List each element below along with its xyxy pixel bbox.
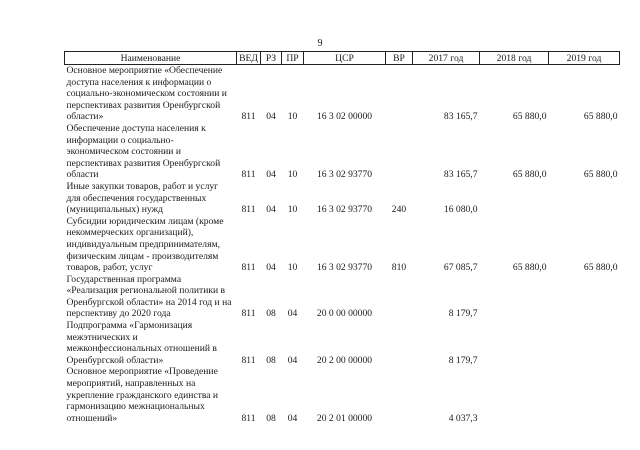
header-2018: 2018 год [480, 52, 549, 65]
row-ved: 811 [241, 262, 256, 274]
header-rz: РЗ [261, 52, 282, 65]
row-rz: 08 [266, 354, 276, 366]
table-row [65, 181, 620, 216]
header-row [65, 52, 620, 65]
page-number: 9 [317, 38, 323, 49]
table-body [65, 65, 620, 425]
row-csr: 20 2 00 00000 [316, 354, 373, 366]
row-2019 [549, 320, 620, 366]
row-ved: 811 [241, 412, 256, 424]
table-row [65, 216, 620, 274]
row-csr: 16 3 02 93770 [316, 204, 373, 216]
budget-table [64, 51, 620, 424]
row-csr: 20 0 00 00000 [316, 308, 373, 320]
row-rz: 08 [266, 412, 276, 424]
row-2017: 4 037,3 [448, 412, 478, 424]
table-row [65, 123, 620, 181]
header-name: Наименование [65, 52, 237, 65]
row-2018 [480, 366, 549, 424]
row-name: Субсидии юридическим лицам (кроме некоммерческих организаций), индивидуальным предпринимателям, физическим лицам - производителям товаров, работ, услуг [66, 215, 224, 274]
row-ved: 811 [241, 169, 256, 181]
row-2019 [549, 274, 620, 320]
row-vr [386, 123, 413, 181]
header-csr: ЦСР [304, 52, 386, 65]
table-header [65, 52, 620, 65]
row-pr: 10 [287, 111, 298, 123]
row-rz: 08 [266, 308, 276, 320]
header-vr: ВР [386, 52, 413, 65]
row-2018: 65 880,0 [512, 262, 547, 274]
header-pr: ПР [282, 52, 304, 65]
row-2019: 65 880,0 [583, 169, 618, 181]
row-2019: 65 880,0 [583, 262, 618, 274]
table-row [65, 320, 620, 366]
row-2018: 65 880,0 [512, 111, 547, 123]
row-2017: 8 179,7 [448, 354, 478, 366]
row-ved: 811 [241, 111, 256, 123]
table-row [65, 366, 620, 424]
row-pr: 10 [287, 169, 298, 181]
header-2017: 2017 год [413, 52, 480, 65]
header-2019: 2019 год [549, 52, 620, 65]
table-row [65, 65, 620, 123]
row-name: Иные закупки товаров, работ и услуг для обеспечения государственных (муниципальных) нужд [66, 180, 219, 216]
row-2018 [480, 274, 549, 320]
row-rz: 04 [266, 169, 276, 181]
row-name: Основное мероприятие «Обеспечение доступа населения к информации о социально-экономическом состоянии и перспективах развития Оренбургской области» [66, 65, 227, 123]
row-2019: 65 880,0 [583, 111, 618, 123]
row-rz: 04 [266, 204, 276, 216]
row-name: Основное мероприятие «Проведение мероприятий, направленных на укрепление гражданского единства и гармонизацию межнациональных отношений» [66, 366, 219, 424]
row-2017: 16 080,0 [443, 204, 478, 216]
row-name: Государственная программа «Реализация региональной политики в Оренбургской области» на 2014 год и на перспективу до 2020 года [66, 273, 232, 320]
row-ved: 811 [241, 204, 256, 216]
row-pr: 04 [287, 354, 298, 366]
row-vr [386, 366, 413, 424]
row-2017: 8 179,7 [448, 308, 478, 320]
row-2017: 83 165,7 [443, 111, 478, 123]
row-csr: 16 3 02 93770 [316, 262, 373, 274]
row-ved: 811 [241, 308, 256, 320]
row-csr: 16 3 02 00000 [316, 111, 373, 123]
row-vr [386, 65, 413, 123]
row-2019 [549, 366, 620, 424]
table-row [65, 274, 620, 320]
row-pr: 04 [287, 308, 298, 320]
row-2018 [480, 181, 549, 216]
row-name: Подпрограмма «Гармонизация межэтнических и межконфессиональных отношений в Оренбургской области» [66, 320, 217, 366]
row-ved: 811 [241, 354, 256, 366]
row-rz: 04 [266, 262, 276, 274]
row-rz: 04 [266, 111, 276, 123]
row-vr: 240 [391, 204, 407, 216]
row-vr [386, 320, 413, 366]
row-pr: 04 [287, 412, 298, 424]
row-2018: 65 880,0 [512, 169, 547, 181]
row-csr: 20 2 01 00000 [316, 412, 373, 424]
row-2017: 67 085,7 [443, 262, 478, 274]
row-vr: 810 [391, 262, 407, 274]
row-pr: 10 [287, 204, 298, 216]
row-2019 [549, 181, 620, 216]
row-2018 [480, 320, 549, 366]
row-vr [386, 274, 413, 320]
row-2017: 83 165,7 [443, 169, 478, 181]
header-ved: ВЕД [237, 52, 261, 65]
row-pr: 10 [287, 262, 298, 274]
row-name: Обеспечение доступа населения к информации о социально-экономическом состоянии и перспективах развития Оренбургской области [66, 122, 221, 181]
row-csr: 16 3 02 93770 [316, 169, 373, 181]
